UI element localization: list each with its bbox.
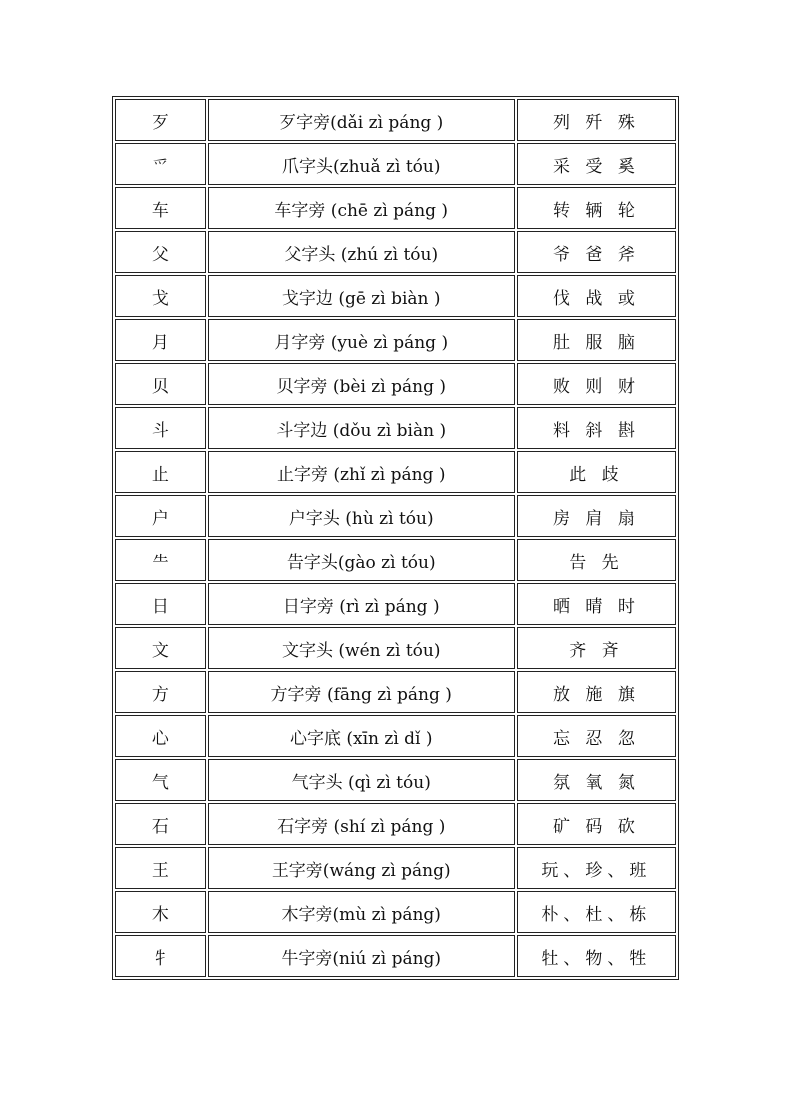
radical-cell: 斗	[115, 407, 206, 449]
radical-cell: 文	[115, 627, 206, 669]
radical-cell: 日	[115, 583, 206, 625]
radical-name-cell: 牛字旁(niú zì páng)	[208, 935, 515, 977]
table-row	[115, 891, 676, 933]
table-row	[115, 759, 676, 801]
radical-name-cell: 贝字旁 (bèi zì páng )	[208, 363, 515, 405]
radical-cell: 木	[115, 891, 206, 933]
table-row	[115, 275, 676, 317]
radical-name-cell: 月字旁 (yuè zì páng )	[208, 319, 515, 361]
example-characters-cell: 采 受 奚	[517, 143, 676, 185]
table-row	[115, 583, 676, 625]
example-characters-cell: 败 则 财	[517, 363, 676, 405]
table-row	[115, 319, 676, 361]
example-characters-cell: 朴、杜、栋	[517, 891, 676, 933]
radical-cell: 贝	[115, 363, 206, 405]
radical-cell: 戈	[115, 275, 206, 317]
radical-cell: 王	[115, 847, 206, 889]
example-characters-cell: 放 施 旗	[517, 671, 676, 713]
table-row	[115, 935, 676, 977]
table-row	[115, 407, 676, 449]
table-row	[115, 847, 676, 889]
radical-cell: 车	[115, 187, 206, 229]
radical-name-cell: 爪字头(zhuǎ zì tóu)	[208, 143, 515, 185]
radical-name-cell: 心字底 (xīn zì dǐ )	[208, 715, 515, 757]
radical-name-cell: 气字头 (qì zì tóu)	[208, 759, 515, 801]
radical-cell: 歹	[115, 99, 206, 141]
example-characters-cell: 列 歼 殊	[517, 99, 676, 141]
radical-name-cell: 石字旁 (shí zì páng )	[208, 803, 515, 845]
example-characters-cell: 爷 爸 斧	[517, 231, 676, 273]
radical-cell: 户	[115, 495, 206, 537]
table-row	[115, 231, 676, 273]
radical-name-cell: 斗字边 (dǒu zì biàn )	[208, 407, 515, 449]
radical-name-cell: 父字头 (zhú zì tóu)	[208, 231, 515, 273]
example-characters-cell: 房 肩 扇	[517, 495, 676, 537]
table-row	[115, 671, 676, 713]
example-characters-cell: 牡、物、牲	[517, 935, 676, 977]
radical-name-cell: 歹字旁(dǎi zì páng )	[208, 99, 515, 141]
example-characters-cell: 矿 码 砍	[517, 803, 676, 845]
radical-table-body	[115, 99, 676, 977]
example-characters-cell: 伐 战 或	[517, 275, 676, 317]
example-characters-cell: 转 辆 轮	[517, 187, 676, 229]
example-characters-cell: 齐 斉	[517, 627, 676, 669]
radical-name-cell: 木字旁(mù zì páng)	[208, 891, 515, 933]
radical-cell: 牜	[115, 935, 206, 977]
table-row	[115, 143, 676, 185]
radical-name-cell: 告字头(gào zì tóu)	[208, 539, 515, 581]
table-row	[115, 99, 676, 141]
radical-name-cell: 车字旁 (chē zì páng )	[208, 187, 515, 229]
table-row	[115, 539, 676, 581]
radical-cell: 石	[115, 803, 206, 845]
radical-name-cell: 戈字边 (gē zì biàn )	[208, 275, 515, 317]
example-characters-cell: 肚 服 脑	[517, 319, 676, 361]
example-characters-cell: 告 先	[517, 539, 676, 581]
radical-name-cell: 日字旁 (rì zì páng )	[208, 583, 515, 625]
example-characters-cell: 氛 氧 氮	[517, 759, 676, 801]
radical-table	[112, 96, 679, 980]
table-row	[115, 363, 676, 405]
table-row	[115, 715, 676, 757]
radical-cell: 气	[115, 759, 206, 801]
radical-name-cell: 文字头 (wén zì tóu)	[208, 627, 515, 669]
radical-name-cell: 户字头 (hù zì tóu)	[208, 495, 515, 537]
radical-name-cell: 王字旁(wáng zì páng)	[208, 847, 515, 889]
radical-cell: 月	[115, 319, 206, 361]
radical-name-cell: 方字旁 (fāng zì páng )	[208, 671, 515, 713]
table-row	[115, 495, 676, 537]
example-characters-cell: 玩、珍、班	[517, 847, 676, 889]
table-row	[115, 803, 676, 845]
radical-cell: ⺧	[115, 539, 206, 581]
radical-cell: 爫	[115, 143, 206, 185]
table-row	[115, 627, 676, 669]
example-characters-cell: 料 斜 斟	[517, 407, 676, 449]
example-characters-cell: 此 歧	[517, 451, 676, 493]
radical-cell: 父	[115, 231, 206, 273]
table-row	[115, 187, 676, 229]
example-characters-cell: 忘 忍 忽	[517, 715, 676, 757]
radical-cell: 止	[115, 451, 206, 493]
radical-name-cell: 止字旁 (zhǐ zì páng )	[208, 451, 515, 493]
example-characters-cell: 晒 晴 时	[517, 583, 676, 625]
radical-cell: 心	[115, 715, 206, 757]
table-row	[115, 451, 676, 493]
radical-cell: 方	[115, 671, 206, 713]
